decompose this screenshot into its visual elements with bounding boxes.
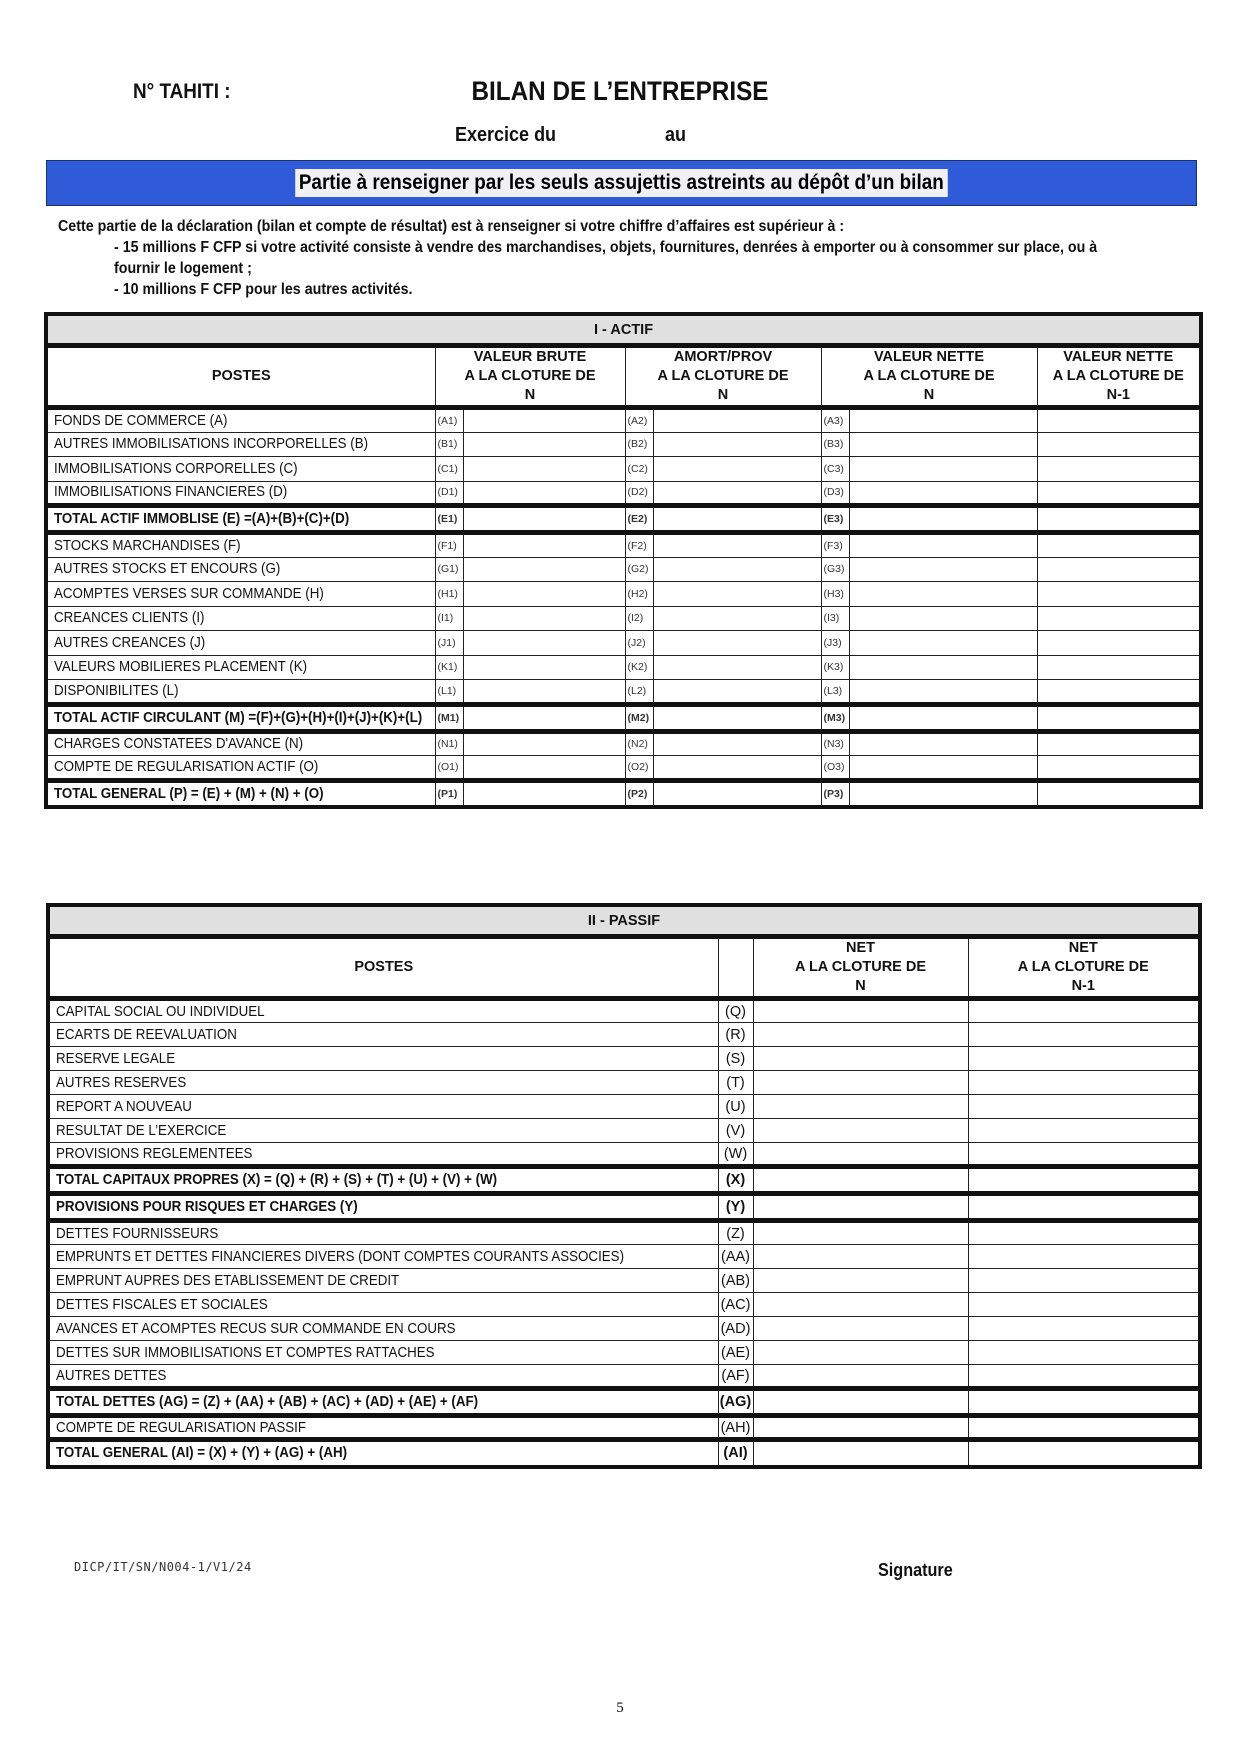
passif-row-label: COMPTE DE REGULARISATION PASSIF <box>48 1416 718 1440</box>
page-title: BILAN DE L’ENTREPRISE <box>471 76 769 106</box>
actif-code-col2: (D2) <box>625 481 653 506</box>
actif-code-col1: (G1) <box>435 557 463 582</box>
actif-input-amort-prov[interactable] <box>653 756 821 781</box>
passif-input-net-n1[interactable] <box>968 1143 1200 1167</box>
actif-input-amort-prov[interactable] <box>653 680 821 705</box>
actif-code-col2: (P2) <box>625 780 653 807</box>
passif-input-net-n[interactable] <box>753 1071 968 1095</box>
actif-row <box>46 780 1201 807</box>
actif-code-col1: (I1) <box>435 606 463 631</box>
passif-row <box>48 1293 1200 1317</box>
passif-input-net-n[interactable] <box>753 1194 968 1221</box>
actif-input-valeur-nette-n1[interactable] <box>1037 432 1201 457</box>
passif-row <box>48 1245 1200 1269</box>
actif-row <box>46 606 1201 631</box>
actif-row <box>46 432 1201 457</box>
actif-row <box>46 680 1201 705</box>
passif-row-label: PROVISIONS POUR RISQUES ET CHARGES (Y) <box>48 1194 718 1221</box>
actif-row-label: IMMOBILISATIONS CORPORELLES (C) <box>46 457 435 482</box>
actif-input-valeur-nette-n1[interactable] <box>1037 780 1201 807</box>
actif-input-amort-prov[interactable] <box>653 533 821 558</box>
actif-row <box>46 533 1201 558</box>
passif-row-label: TOTAL CAPITAUX PROPRES (X) = (Q) + (R) + (S) + (T) + (U) + (V) + (W) <box>48 1167 718 1194</box>
actif-row <box>46 408 1201 433</box>
passif-row-label: AVANCES ET ACOMPTES RECUS SUR COMMANDE EN COURS <box>48 1317 718 1341</box>
actif-code-col2: (K2) <box>625 655 653 680</box>
passif-row <box>48 1167 1200 1194</box>
actif-input-valeur-nette-n1[interactable] <box>1037 680 1201 705</box>
actif-row <box>46 457 1201 482</box>
actif-row <box>46 557 1201 582</box>
actif-code-col3: (N3) <box>821 731 849 756</box>
actif-code-col3: (L3) <box>821 680 849 705</box>
actif-input-valeur-nette-n[interactable] <box>849 756 1037 781</box>
passif-input-net-n[interactable] <box>753 1440 968 1467</box>
passif-row-label: RESULTAT DE L’EXERCICE <box>48 1119 718 1143</box>
passif-row-label: DETTES FOURNISSEURS <box>48 1221 718 1245</box>
actif-code-col3: (P3) <box>821 780 849 807</box>
passif-row-code: (AC) <box>718 1293 753 1317</box>
actif-row-label: AUTRES STOCKS ET ENCOURS (G) <box>46 557 435 582</box>
passif-input-net-n[interactable] <box>753 1095 968 1119</box>
passif-input-net-n1[interactable] <box>968 1317 1200 1341</box>
actif-input-valeur-brute[interactable] <box>463 756 625 781</box>
intro-line-3: fournir le logement ; <box>114 260 252 277</box>
actif-code-col2: (B2) <box>625 432 653 457</box>
passif-row <box>48 1365 1200 1389</box>
actif-row <box>46 481 1201 506</box>
actif-input-valeur-brute[interactable] <box>463 481 625 506</box>
passif-input-net-n1[interactable] <box>968 999 1200 1023</box>
actif-code-col3: (O3) <box>821 756 849 781</box>
actif-header-valeur-brute: VALEUR BRUTE A LA CLOTURE DE N <box>435 346 625 408</box>
actif-code-col3: (F3) <box>821 533 849 558</box>
intro-text <box>58 216 1198 300</box>
passif-row-label: CAPITAL SOCIAL OU INDIVIDUEL <box>48 999 718 1023</box>
passif-input-net-n[interactable] <box>753 1023 968 1047</box>
actif-input-amort-prov[interactable] <box>653 606 821 631</box>
actif-code-col3: (M3) <box>821 704 849 731</box>
passif-row-code: (AD) <box>718 1317 753 1341</box>
passif-row-code: (AE) <box>718 1341 753 1365</box>
passif-header-net-n1: NET A LA CLOTURE DE N-1 <box>968 937 1200 999</box>
actif-input-valeur-brute[interactable] <box>463 582 625 607</box>
actif-code-col2: (M2) <box>625 704 653 731</box>
passif-input-net-n[interactable] <box>753 1269 968 1293</box>
passif-input-net-n1[interactable] <box>968 1269 1200 1293</box>
actif-input-amort-prov[interactable] <box>653 655 821 680</box>
passif-header-net-n: NET A LA CLOTURE DE N <box>753 937 968 999</box>
passif-row-label: DETTES FISCALES ET SOCIALES <box>48 1293 718 1317</box>
actif-section-title: I - ACTIF <box>46 314 1201 346</box>
actif-code-col1: (P1) <box>435 780 463 807</box>
actif-code-col1: (O1) <box>435 756 463 781</box>
actif-input-valeur-nette-n[interactable] <box>849 533 1037 558</box>
actif-input-valeur-nette-n[interactable] <box>849 631 1037 656</box>
passif-row-code: (AB) <box>718 1269 753 1293</box>
intro-line-2: - 15 millions F CFP si votre activité consiste à vendre des marchandises, objets, fournitures, denrées à emporter ou à consommer sur place, ou à <box>114 239 1098 256</box>
passif-input-net-n[interactable] <box>753 1143 968 1167</box>
actif-row-label: ACOMPTES VERSES SUR COMMANDE (H) <box>46 582 435 607</box>
actif-input-valeur-brute[interactable] <box>463 606 625 631</box>
actif-code-col2: (O2) <box>625 756 653 781</box>
passif-row <box>48 1143 1200 1167</box>
actif-row-label: COMPTE DE REGULARISATION ACTIF (O) <box>46 756 435 781</box>
passif-row-label: AUTRES DETTES <box>48 1365 718 1389</box>
actif-code-col1: (H1) <box>435 582 463 607</box>
actif-input-amort-prov[interactable] <box>653 582 821 607</box>
actif-input-valeur-nette-n[interactable] <box>849 432 1037 457</box>
passif-row <box>48 1023 1200 1047</box>
actif-input-amort-prov[interactable] <box>653 704 821 731</box>
actif-input-valeur-nette-n[interactable] <box>849 780 1037 807</box>
passif-input-net-n1[interactable] <box>968 1416 1200 1440</box>
actif-input-valeur-nette-n1[interactable] <box>1037 756 1201 781</box>
actif-input-valeur-nette-n1[interactable] <box>1037 631 1201 656</box>
passif-header-code <box>718 937 753 999</box>
passif-input-net-n1[interactable] <box>968 1440 1200 1467</box>
actif-input-valeur-nette-n[interactable] <box>849 582 1037 607</box>
actif-input-valeur-nette-n1[interactable] <box>1037 533 1201 558</box>
passif-input-net-n1[interactable] <box>968 1167 1200 1194</box>
passif-row-code: (AF) <box>718 1365 753 1389</box>
exercice-au-label: au <box>665 124 687 146</box>
actif-input-amort-prov[interactable] <box>653 481 821 506</box>
actif-code-col2: (L2) <box>625 680 653 705</box>
passif-input-net-n[interactable] <box>753 1047 968 1071</box>
intro-line-1: Cette partie de la déclaration (bilan et compte de résultat) est à renseigner si votre chiffre d’affaires est supérieur à : <box>58 218 845 235</box>
passif-input-net-n1[interactable] <box>968 1023 1200 1047</box>
tahiti-number-label: N° TAHITI : <box>133 80 231 103</box>
actif-input-valeur-brute[interactable] <box>463 655 625 680</box>
passif-row-code: (Z) <box>718 1221 753 1245</box>
actif-code-col2: (G2) <box>625 557 653 582</box>
passif-input-net-n[interactable] <box>753 999 968 1023</box>
passif-section-title: II - PASSIF <box>48 905 1200 937</box>
actif-input-valeur-brute[interactable] <box>463 432 625 457</box>
passif-input-net-n1[interactable] <box>968 1365 1200 1389</box>
actif-row-label: DISPONIBILITES (L) <box>46 680 435 705</box>
passif-row <box>48 1341 1200 1365</box>
passif-input-net-n[interactable] <box>753 1341 968 1365</box>
passif-row-label: AUTRES RESERVES <box>48 1071 718 1095</box>
actif-code-col1: (A1) <box>435 408 463 433</box>
actif-row <box>46 756 1201 781</box>
passif-row-label: DETTES SUR IMMOBILISATIONS ET COMPTES RATTACHES <box>48 1341 718 1365</box>
passif-input-net-n1[interactable] <box>968 1047 1200 1071</box>
actif-input-valeur-brute[interactable] <box>463 408 625 433</box>
actif-code-col3: (E3) <box>821 506 849 533</box>
intro-line-4: - 10 millions F CFP pour les autres activités. <box>114 281 413 298</box>
actif-input-amort-prov[interactable] <box>653 457 821 482</box>
passif-row-label: RESERVE LEGALE <box>48 1047 718 1071</box>
actif-code-col1: (J1) <box>435 631 463 656</box>
passif-row <box>48 1389 1200 1416</box>
actif-input-valeur-nette-n1[interactable] <box>1037 704 1201 731</box>
actif-input-valeur-brute[interactable] <box>463 780 625 807</box>
actif-input-amort-prov[interactable] <box>653 780 821 807</box>
actif-input-amort-prov[interactable] <box>653 408 821 433</box>
actif-input-valeur-nette-n[interactable] <box>849 606 1037 631</box>
passif-row-code: (W) <box>718 1143 753 1167</box>
actif-input-valeur-nette-n[interactable] <box>849 704 1037 731</box>
actif-input-valeur-brute[interactable] <box>463 631 625 656</box>
passif-input-net-n1[interactable] <box>968 1221 1200 1245</box>
passif-row <box>48 1317 1200 1341</box>
passif-input-net-n[interactable] <box>753 1293 968 1317</box>
actif-input-valeur-nette-n[interactable] <box>849 506 1037 533</box>
passif-input-net-n1[interactable] <box>968 1389 1200 1416</box>
actif-code-col3: (A3) <box>821 408 849 433</box>
actif-code-col3: (G3) <box>821 557 849 582</box>
actif-code-col2: (A2) <box>625 408 653 433</box>
passif-input-net-n[interactable] <box>753 1365 968 1389</box>
passif-input-net-n[interactable] <box>753 1167 968 1194</box>
passif-row <box>48 1071 1200 1095</box>
actif-row-label: AUTRES CREANCES (J) <box>46 631 435 656</box>
actif-row <box>46 731 1201 756</box>
actif-code-col3: (B3) <box>821 432 849 457</box>
form-reference: DICP/IT/SN/N004-1/V1/24 <box>74 1560 252 1574</box>
passif-row-label: PROVISIONS REGLEMENTEES <box>48 1143 718 1167</box>
actif-code-col1: (F1) <box>435 533 463 558</box>
passif-row <box>48 1119 1200 1143</box>
passif-row-code: (Y) <box>718 1194 753 1221</box>
actif-input-valeur-nette-n1[interactable] <box>1037 655 1201 680</box>
passif-input-net-n1[interactable] <box>968 1245 1200 1269</box>
actif-code-col1: (D1) <box>435 481 463 506</box>
passif-row-label: TOTAL GENERAL (AI) = (X) + (Y) + (AG) + (AH) <box>48 1440 718 1467</box>
actif-row-label: CHARGES CONSTATEES D'AVANCE (N) <box>46 731 435 756</box>
passif-input-net-n[interactable] <box>753 1317 968 1341</box>
actif-input-valeur-brute[interactable] <box>463 731 625 756</box>
actif-table <box>44 312 1203 809</box>
actif-input-valeur-nette-n[interactable] <box>849 731 1037 756</box>
actif-input-valeur-nette-n1[interactable] <box>1037 408 1201 433</box>
exercice-du-label: Exercice du <box>455 124 557 146</box>
actif-row <box>46 631 1201 656</box>
actif-input-valeur-nette-n1[interactable] <box>1037 582 1201 607</box>
banner <box>46 160 1197 206</box>
actif-input-amort-prov[interactable] <box>653 731 821 756</box>
passif-input-net-n1[interactable] <box>968 1194 1200 1221</box>
passif-table <box>46 903 1202 1469</box>
actif-code-col2: (J2) <box>625 631 653 656</box>
passif-row-code: (AH) <box>718 1416 753 1440</box>
passif-input-net-n1[interactable] <box>968 1341 1200 1365</box>
actif-input-amort-prov[interactable] <box>653 631 821 656</box>
actif-row-label: CREANCES CLIENTS (I) <box>46 606 435 631</box>
passif-row-label: EMPRUNT AUPRES DES ETABLISSEMENT DE CREDIT <box>48 1269 718 1293</box>
actif-input-valeur-nette-n[interactable] <box>849 557 1037 582</box>
actif-input-valeur-brute[interactable] <box>463 533 625 558</box>
actif-row-label: VALEURS MOBILIERES PLACEMENT (K) <box>46 655 435 680</box>
actif-header-valeur-nette-n: VALEUR NETTE A LA CLOTURE DE N <box>821 346 1037 408</box>
passif-row <box>48 1269 1200 1293</box>
actif-row-label: TOTAL ACTIF IMMOBLISE (E) =(A)+(B)+(C)+(D) <box>46 506 435 533</box>
actif-code-col1: (E1) <box>435 506 463 533</box>
passif-input-net-n[interactable] <box>753 1389 968 1416</box>
actif-row-label: AUTRES IMMOBILISATIONS INCORPORELLES (B) <box>46 432 435 457</box>
actif-code-col3: (D3) <box>821 481 849 506</box>
passif-row-code: (AG) <box>718 1389 753 1416</box>
passif-row-code: (S) <box>718 1047 753 1071</box>
actif-row <box>46 655 1201 680</box>
actif-row-label: FONDS DE COMMERCE (A) <box>46 408 435 433</box>
passif-row-label: TOTAL DETTES (AG) = (Z) + (AA) + (AB) + (AC) + (AD) + (AE) + (AF) <box>48 1389 718 1416</box>
actif-code-col2: (F2) <box>625 533 653 558</box>
actif-input-valeur-nette-n[interactable] <box>849 680 1037 705</box>
actif-input-valeur-nette-n1[interactable] <box>1037 731 1201 756</box>
actif-code-col2: (H2) <box>625 582 653 607</box>
actif-code-col1: (N1) <box>435 731 463 756</box>
passif-input-net-n[interactable] <box>753 1119 968 1143</box>
actif-row-label: STOCKS MARCHANDISES (F) <box>46 533 435 558</box>
actif-row <box>46 704 1201 731</box>
passif-input-net-n1[interactable] <box>968 1293 1200 1317</box>
actif-input-valeur-nette-n[interactable] <box>849 457 1037 482</box>
actif-code-col3: (H3) <box>821 582 849 607</box>
actif-header-amort-prov: AMORT/PROV A LA CLOTURE DE N <box>625 346 821 408</box>
actif-row <box>46 582 1201 607</box>
actif-header-postes: POSTES <box>46 346 435 408</box>
passif-row <box>48 999 1200 1023</box>
actif-code-col3: (C3) <box>821 457 849 482</box>
actif-row-label: TOTAL ACTIF CIRCULANT (M) =(F)+(G)+(H)+(I)+(J)+(K)+(L) <box>46 704 435 731</box>
actif-input-valeur-nette-n1[interactable] <box>1037 506 1201 533</box>
actif-code-col3: (J3) <box>821 631 849 656</box>
passif-row-code: (AI) <box>718 1440 753 1467</box>
passif-row-code: (R) <box>718 1023 753 1047</box>
actif-input-amort-prov[interactable] <box>653 557 821 582</box>
passif-row-code: (T) <box>718 1071 753 1095</box>
passif-row-code: (V) <box>718 1119 753 1143</box>
passif-row <box>48 1095 1200 1119</box>
passif-row-code: (U) <box>718 1095 753 1119</box>
actif-input-valeur-nette-n[interactable] <box>849 655 1037 680</box>
banner-text: Partie à renseigner par les seuls assujettis astreints au dépôt d’un bilan <box>295 169 947 197</box>
actif-code-col1: (M1) <box>435 704 463 731</box>
passif-input-net-n[interactable] <box>753 1416 968 1440</box>
actif-input-valeur-nette-n1[interactable] <box>1037 481 1201 506</box>
actif-input-valeur-nette-n1[interactable] <box>1037 557 1201 582</box>
actif-input-valeur-brute[interactable] <box>463 557 625 582</box>
actif-input-valeur-brute[interactable] <box>463 704 625 731</box>
actif-code-col2: (E2) <box>625 506 653 533</box>
passif-input-net-n1[interactable] <box>968 1095 1200 1119</box>
passif-row-label: ECARTS DE REEVALUATION <box>48 1023 718 1047</box>
passif-row <box>48 1440 1200 1467</box>
passif-row <box>48 1221 1200 1245</box>
signature-label: Signature <box>878 1560 953 1580</box>
actif-code-col1: (L1) <box>435 680 463 705</box>
passif-row-code: (X) <box>718 1167 753 1194</box>
actif-input-valeur-nette-n1[interactable] <box>1037 606 1201 631</box>
passif-input-net-n[interactable] <box>753 1245 968 1269</box>
actif-code-col2: (N2) <box>625 731 653 756</box>
passif-row <box>48 1047 1200 1071</box>
passif-input-net-n1[interactable] <box>968 1119 1200 1143</box>
page-number: 5 <box>616 1700 624 1716</box>
actif-code-col1: (B1) <box>435 432 463 457</box>
actif-code-col3: (K3) <box>821 655 849 680</box>
actif-code-col2: (C2) <box>625 457 653 482</box>
actif-input-amort-prov[interactable] <box>653 506 821 533</box>
actif-input-valeur-brute[interactable] <box>463 680 625 705</box>
actif-input-valeur-nette-n1[interactable] <box>1037 457 1201 482</box>
actif-input-valeur-nette-n[interactable] <box>849 408 1037 433</box>
actif-input-amort-prov[interactable] <box>653 432 821 457</box>
passif-row-code: (AA) <box>718 1245 753 1269</box>
passif-input-net-n[interactable] <box>753 1221 968 1245</box>
actif-code-col2: (I2) <box>625 606 653 631</box>
actif-code-col1: (K1) <box>435 655 463 680</box>
passif-row <box>48 1194 1200 1221</box>
passif-row <box>48 1416 1200 1440</box>
actif-row-label: IMMOBILISATIONS FINANCIERES (D) <box>46 481 435 506</box>
passif-input-net-n1[interactable] <box>968 1071 1200 1095</box>
actif-header-valeur-nette-n1: VALEUR NETTE A LA CLOTURE DE N-1 <box>1037 346 1201 408</box>
actif-code-col3: (I3) <box>821 606 849 631</box>
passif-row-code: (Q) <box>718 999 753 1023</box>
actif-row-label: TOTAL GENERAL (P) = (E) + (M) + (N) + (O) <box>46 780 435 807</box>
actif-input-valeur-nette-n[interactable] <box>849 481 1037 506</box>
passif-header-postes: POSTES <box>48 937 718 999</box>
actif-input-valeur-brute[interactable] <box>463 457 625 482</box>
passif-row-label: EMPRUNTS ET DETTES FINANCIERES DIVERS (DONT COMPTES COURANTS ASSOCIES) <box>48 1245 718 1269</box>
actif-input-valeur-brute[interactable] <box>463 506 625 533</box>
actif-row <box>46 506 1201 533</box>
actif-code-col1: (C1) <box>435 457 463 482</box>
passif-row-label: REPORT A NOUVEAU <box>48 1095 718 1119</box>
